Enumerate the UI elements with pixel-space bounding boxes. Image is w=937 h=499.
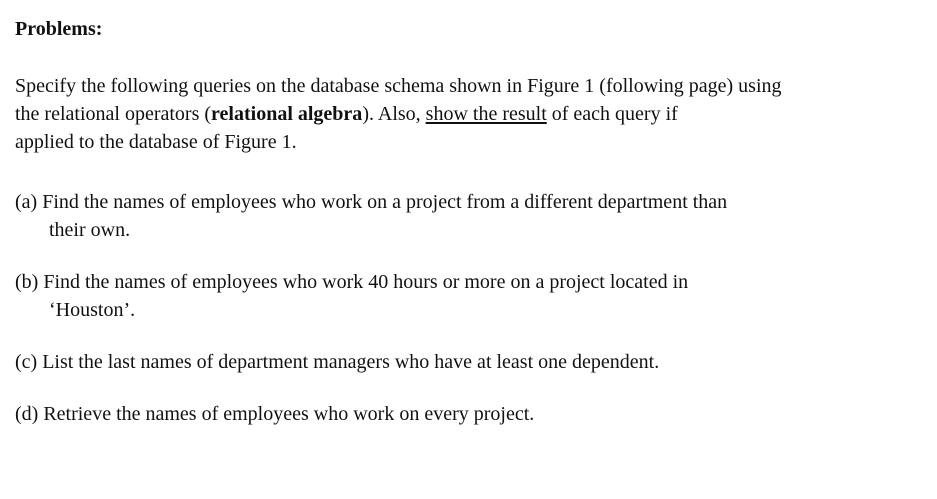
problem-a-line-1: (a) Find the names of employees who work on a project from a different department than <box>15 191 728 213</box>
problem-d-line-1: (d) Retrieve the names of employees who work on every project. <box>15 403 535 425</box>
intro-line-2-middle: ). Also, <box>362 103 426 125</box>
problem-a-line-2: their own. <box>49 219 131 241</box>
show-result-emphasis: show the result <box>425 103 547 125</box>
problem-b-line-2: ‘Houston’. <box>49 299 136 321</box>
problem-a <box>15 188 915 244</box>
relational-algebra-emphasis: relational algebra <box>211 103 363 125</box>
intro-line-2-start: the relational operators ( <box>15 103 212 125</box>
intro-line-1: Specify the following queries on the database schema shown in Figure 1 (following page) using <box>15 75 782 97</box>
problem-d <box>15 400 915 428</box>
problems-heading: Problems: <box>15 18 103 40</box>
intro-line-3: applied to the database of Figure 1. <box>15 131 297 153</box>
intro-line-2 <box>15 100 925 128</box>
intro-line-2-end: of each query if <box>546 103 678 125</box>
intro-paragraph <box>15 72 925 156</box>
problem-c-line-1: (c) List the last names of department managers who have at least one dependent. <box>15 351 660 373</box>
problem-c <box>15 348 915 376</box>
problem-b-line-1: (b) Find the names of employees who work 40 hours or more on a project located in <box>15 271 689 293</box>
problem-b <box>15 268 915 324</box>
